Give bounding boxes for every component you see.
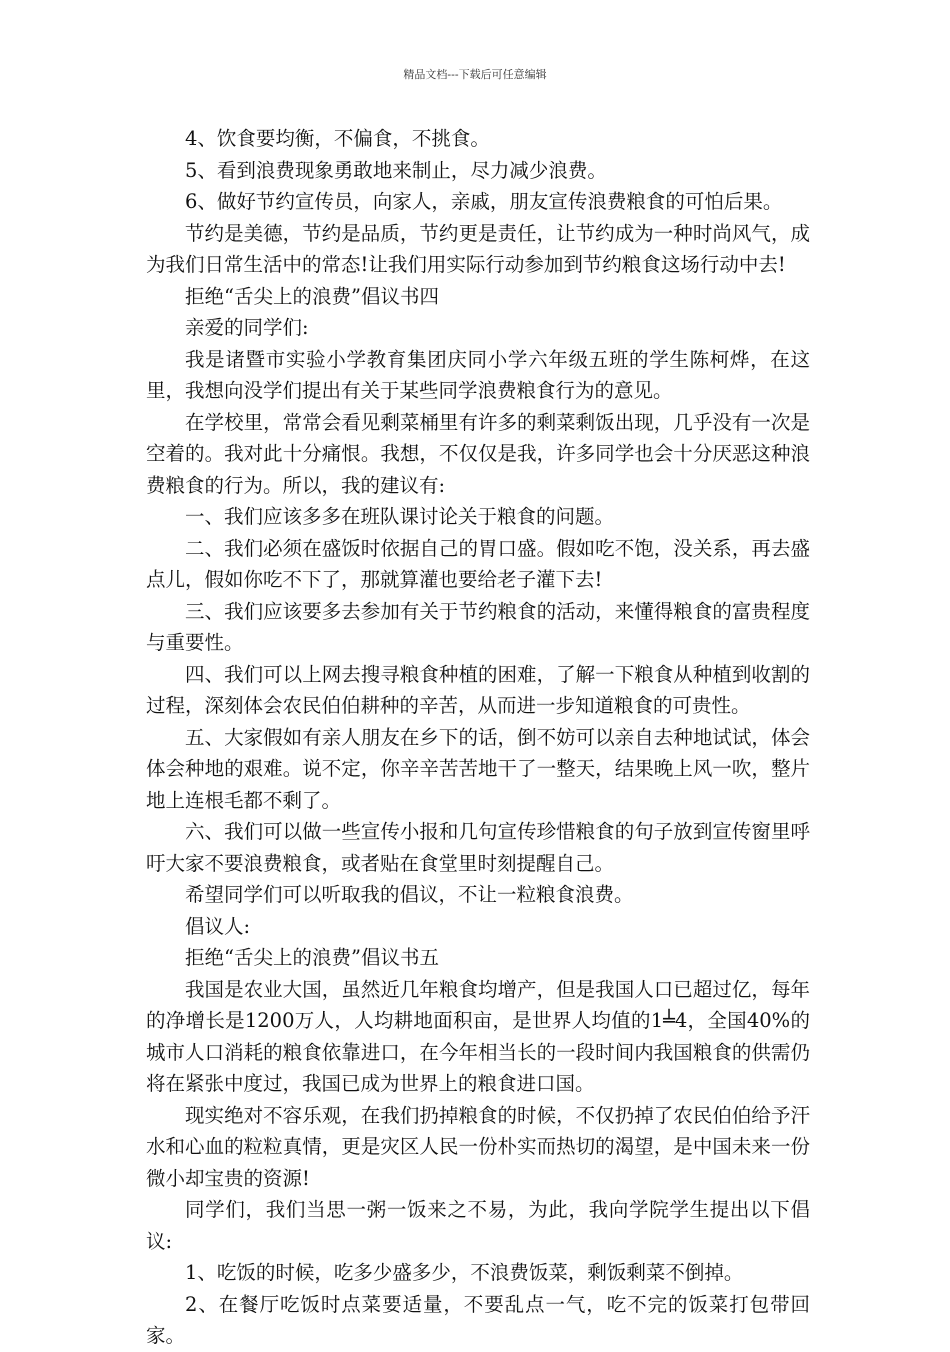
paragraph: 在学校里，常常会看见剩菜桶里有许多的剩菜剩饭出现，几乎没有一次是空着的。我对此十分痛恨。我想，不仅仅是我，许多同学也会十分厌恶这种浪费粮食的行为。所以，我的建议有: bbox=[146, 410, 810, 497]
paragraph: 一、我们应该多多在班队课讨论关于粮食的问题。 bbox=[185, 505, 615, 528]
paragraph: 五、大家假如有亲人朋友在乡下的话，倒不妨可以亲自去种地试试，体会体会种地的艰难。说不定，你辛辛苦苦地干了一整天，结果晚上风一吹，整片地上连根毛都不剩了。 bbox=[146, 725, 810, 812]
signature-line: 倡议人: bbox=[185, 914, 251, 938]
paragraph: 2、在餐厅吃饭时点菜要适量，不要乱点一气，吃不完的饭菜打包带回家。 bbox=[146, 1292, 810, 1347]
paragraph: 1、吃饭的时候，吃多少盛多少，不浪费饭菜，剩饭剩菜不倒掉。 bbox=[185, 1261, 744, 1284]
paragraph: 希望同学们可以听取我的倡议，不让一粒粮食浪费。 bbox=[185, 883, 634, 906]
paragraph: 5、看到浪费现象勇敢地来制止，尽力减少浪费。 bbox=[185, 158, 607, 182]
paragraph: 6、做好节约宣传员，向家人，亲戚，朋友宣传浪费粮食的可怕后果。 bbox=[185, 190, 783, 213]
paragraph: 三、我们应该要多去参加有关于节约粮食的活动，来懂得粮食的富贵程度与重要性。 bbox=[146, 599, 810, 654]
paragraph: 4、饮食要均衡，不偏食，不挑食。 bbox=[185, 127, 490, 150]
paragraph: 同学们，我们当思一粥一饭来之不易，为此，我向学院学生提出以下倡议: bbox=[146, 1198, 810, 1253]
paragraph: 四、我们可以上网去搜寻粮食种植的困难，了解一下粮食从种植到收割的过程，深刻体会农民伯伯耕种的辛苦，从而进一步知道粮食的可贵性。 bbox=[146, 662, 810, 717]
paragraph: 二、我们必须在盛饭时依据自己的胃口盛。假如吃不饱，没关系，再去盛点儿，假如你吃不下了，那就算灌也要给老子灌下去! bbox=[146, 536, 810, 591]
paragraph: 节约是美德，节约是品质，节约更是责任，让节约成为一种时尚风气，成为我们日常生活中的常态!让我们用实际行动参加到节约粮食这场行动中去! bbox=[146, 221, 810, 276]
paragraph: 我是诸暨市实验小学教育集团庆同小学六年级五班的学生陈柯烨，在这里，我想向没学们提出有关于某些同学浪费粮食行为的意见。 bbox=[146, 347, 810, 402]
section-title: 拒绝“舌尖上的浪费”倡议书四 bbox=[185, 284, 439, 308]
paragraph: 我国是农业大国，虽然近几年粮食均增产，但是我国人口已超过亿，每年的净增长是1200万人，人均耕地面积亩，是世界人均值的1╧4，全国40%的城市人口消耗的粮食依靠进口，在今年相当长的一段时间内我国粮食的供需仍将在紧张中度过，我国已成为世界上的粮食进口国。 bbox=[146, 977, 810, 1095]
section-title: 拒绝“舌尖上的浪费”倡议书五 bbox=[185, 946, 439, 969]
page-header: 精品文档---下载后可任意编辑 bbox=[403, 68, 547, 81]
paragraph: 六、我们可以做一些宣传小报和几句宣传珍惜粮食的句子放到宣传窗里呼吁大家不要浪费粮食，或者贴在食堂里时刻提醒自己。 bbox=[146, 820, 810, 875]
salutation: 亲爱的同学们: bbox=[185, 316, 309, 339]
paragraph: 现实绝对不容乐观，在我们扔掉粮食的时候，不仅扔掉了农民伯伯给予汗水和心血的粒粒真情，更是灾区人民一份朴实而热切的渴望，是中国未来一份微小却宝贵的资源! bbox=[146, 1103, 810, 1190]
document-body bbox=[146, 123, 810, 1352]
